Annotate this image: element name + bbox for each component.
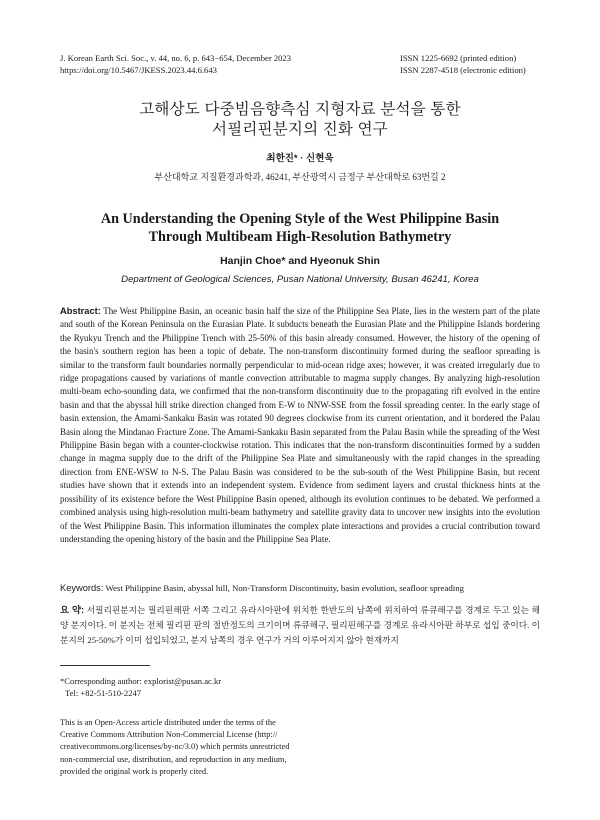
open-access-line-1: This is an Open-Access article distributed under the terms of the [60,718,276,727]
abstract [60,305,540,546]
abstract-text: The West Philippine Basin, an oceanic basin half the size of the Philippine Sea Plate, lies in the western part of the plate and south of the Korean Peninsula on the Eurasian Plate. It subducts beneath the Eurasian Plate and the Philippine Islands bordering the Ryukyu Trench and the Philippine Trench with 25-50% of this basin already consumed. However, the history of the opening of the basin's southern region has been a topic of debate. The non-transform discontinuity formed during the seafloor spreading is similar to the transform fault boundaries normally perpendicular to mid-ocean ridge axes; however, it was created irregularly due to ridge propagations caused by variations of mantle convection attributable to magma supply changes. By analyzing high-resolution multi-beam echo-sounding data, we confirmed that the non-transform discontinuity due to the propagating rift evolved in the entire basin and that the abyssal hill strike direction changed from E-W to NNW-SSE from the fossil spreading center. In the early stage of basin extension, the Amami-Sankaku Basin was rotated 90 degrees clockwise from its current orientation, and it bordered the Palau Basin along the Mindanao Fracture Zone. The Amami-Sankaku Basin separated from the Palau Basin while the spreading of the West Philippine Basin began with a counter-clockwise rotation. This indicates that the non-transform discontinuities formed by a sudden change in magma supply due to the drift of the Philippine Sea Plate and simultaneously with the rapid changes in the spreading direction from ENE-WSW to N-S. The Palau Basin was considered to be the sub-south of the West Philippine Basin, but recent studies have shown that it extends into an independent system. Evidence from sediment layers and crustal thickness hints at the possibility of its existence before the West Philippine Basin opened, although its evolution continues to be debated. We performed a combined analysis using high-resolution multi-beam bathymetry and satellite gravity data to uncover new insights into the evolution of the West Philippine Basin. This information illuminates the complex plate interactions and provides a crucial contribution toward understanding the opening history of the basin and the Philippine Sea Plate. [60,306,541,544]
open-access-line-5: provided the original work is properly cited. [60,766,209,776]
english-authors: Hanjin Choe* and Hyeonuk Shin [220,255,380,267]
english-title-line-2: Through Multibeam High-Resolution Bathymetry [148,229,452,245]
english-title [0,210,600,246]
journal-header [60,52,291,76]
keywords-text: West Philippine Basin, abyssal hill, Non-Transform Discontinuity, basin evolution, seafloor spreading [105,583,464,593]
english-affiliation: Department of Geological Sciences, Pusan National University, Busan 46241, Korea [121,274,479,285]
korean-affiliation: 부산대학교 지질환경과학과, 46241, 부산광역시 금정구 부산대학로 63번길 2 [154,172,446,182]
korean-summary-label: 요 약: [60,605,85,615]
open-access-notice [60,717,290,778]
open-access-line-3: creativecommons.org/licenses/by-nc/3.0) which permits unrestricted [60,742,290,752]
issn-electronic: ISSN 2287-4518 (electronic edition) [400,65,526,75]
korean-title-line-1: 고해상도 다중빔음향측심 지형자료 분석을 통한 [139,101,461,118]
corresponding-phone: Tel: +82-51-510-2247 [65,688,142,699]
journal-citation: J. Korean Earth Sci. Soc., v. 44, no. 6, p. 643−654, December 2023 [60,53,292,63]
footnote-divider [60,665,150,666]
open-access-line-2: Creative Commons Attribution Non-Commercial License (http:// [60,730,278,740]
english-title-line-1: An Understanding the Opening Style of the West Philippine Basin [100,211,500,227]
corresponding-author-note [60,675,221,699]
keywords-label: Keywords: [60,583,104,593]
open-access-line-4: non-commercial use, distribution, and reproduction in any medium, [60,754,287,764]
issn-header [400,52,526,76]
doi-link[interactable]: https://doi.org/10.5467/JKESS.2023.44.6.643 [60,65,217,75]
korean-summary-text: 서필리핀분지는 필리핀해판 서쪽 그리고 유라시아판에 위치한 한반도의 남쪽에 위치하여 류큐해구를 경계로 두고 있는 해양 분지이다. 이 분지는 전체 필리핀 판의 절반정도의 크기이며 류큐해구, 필리핀해구를 경계로 유라시아판 하부로 섭입 중이다. 이 분지의 25-50%가 이미 섭입되었고, 분지 남쪽의 경우 연구가 거의 이루어지지 않아 현재까지 [60,605,541,646]
keywords [60,583,540,593]
korean-authors: 최한진* · 신현욱 [266,153,334,164]
corresponding-email[interactable]: *Corresponding author: explorist@pusan.ac.kr [60,676,222,686]
korean-summary [60,603,540,649]
korean-title [0,100,600,140]
issn-print: ISSN 1225-6692 (printed edition) [400,53,517,63]
korean-title-line-2: 서필리핀분지의 진화 연구 [212,121,388,138]
abstract-label: Abstract: [60,306,101,316]
